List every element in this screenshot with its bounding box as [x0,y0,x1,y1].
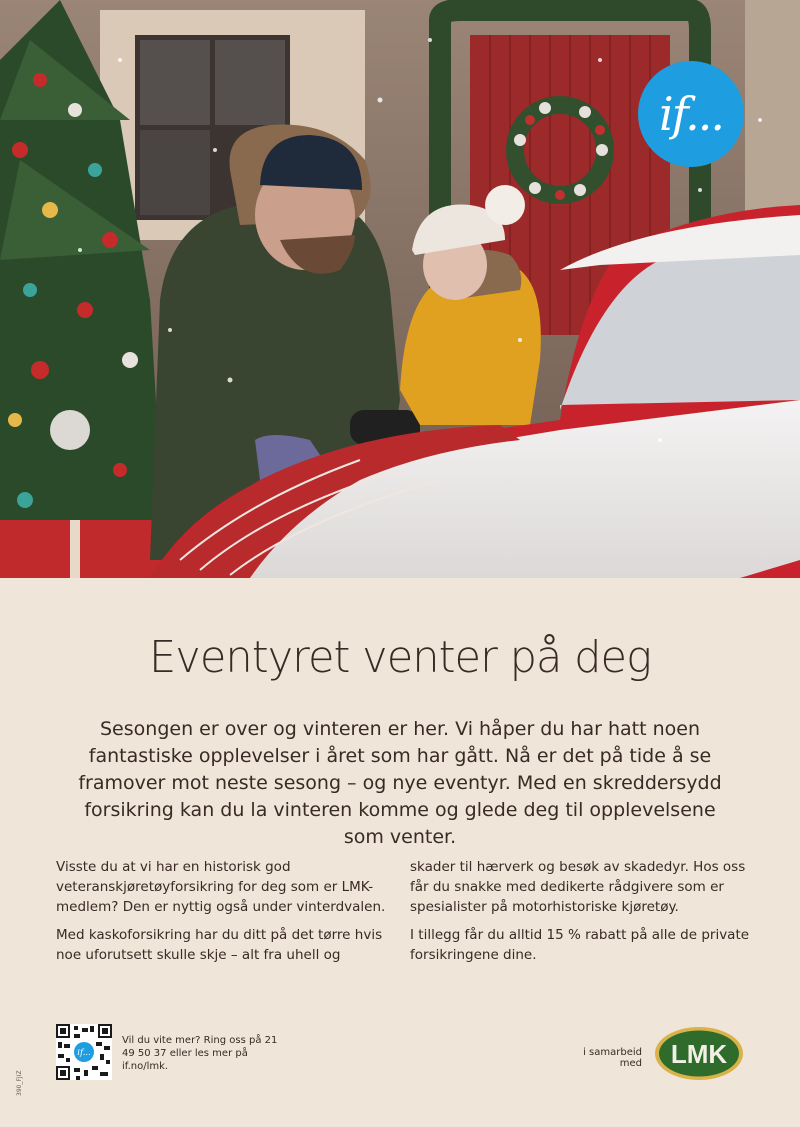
lead-paragraph: Sesongen er over og vinteren er her. Vi håper du har hatt noen fantastiske opplevelser i året som har gått. Nå er det på tide å se framover mot neste sesong – og nye eventyr. Med en skreddersydd forsikring kan du la vinteren komme og glede deg til opplevelsene som venter. [78,718,722,848]
partner-label: i samarbeid med [583,1047,642,1069]
print-code: 390_FJIZ [16,1070,23,1096]
body-column-right [410,857,760,973]
headline: Eventyret venter på deg [149,632,651,683]
body-paragraph: I tillegg får du alltid 15 % rabatt på alle de private forsikringene dine. [410,927,750,963]
body-column-left [56,857,406,973]
if-logo: if... [638,61,744,167]
contact-text: Vil du vite mer? Ring oss på 21 49 50 37 eller les mer på if.no/lmk. [122,1035,278,1072]
body-paragraph: skader til hærverk og besøk av skadedyr. Hos oss får du snakke med dedikerte rådgivere som er spesialister på motorhistoriske kjøretøy. [410,859,746,915]
lmk-logo [654,1026,744,1081]
body-paragraph: Visste du at vi har en historisk god veteranskjøretøyforsikring for deg som er LMK-medlem? Den er nyttig også under vinterdvalen. [56,859,386,915]
qr-logo-text: if... [77,1047,91,1058]
body-paragraph: Med kaskoforsikring har du ditt på det tørre hvis noe uforutsett skulle skje – alt fra uhell og [56,927,383,963]
qr-code[interactable] [56,1024,112,1080]
lmk-logo-text: LMK [670,1039,728,1069]
